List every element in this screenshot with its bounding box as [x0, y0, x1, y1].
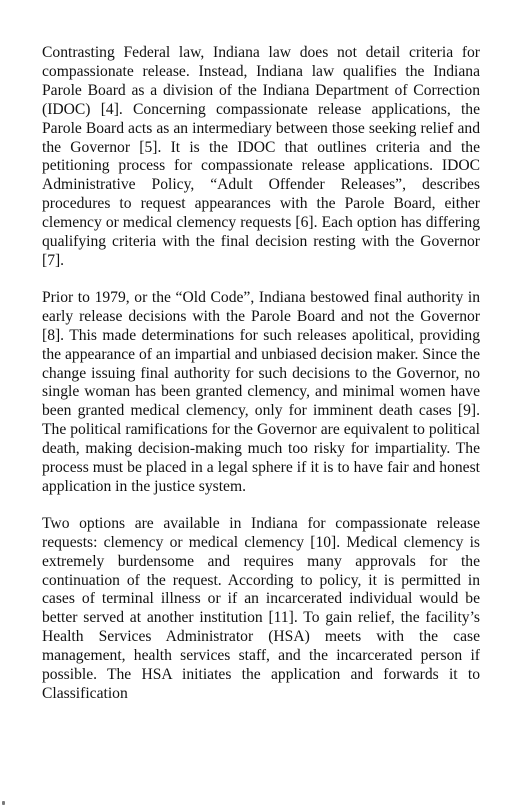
- paragraph-2: Prior to 1979, or the “Old Code”, Indiana bestowed final authority in early release decisions with the Parole Board and not the Governor [8]. This made determinations for such releases apolitical, providing the appearance of an impartial and unbiased decision maker. Since the change issuing final authority for such decisions to the Governor, no single woman has been granted clemency, and minimal women have been granted medical clemency, only for imminent death cases [9]. The political ramifications for the Governor are equivalent to political death, making decision-making much too risky for impartiality. The process must be placed in a legal sphere if it is to have fair and honest application in the justice system.: [42, 288, 480, 495]
- document-body: [42, 44, 480, 704]
- paragraph-1: Contrasting Federal law, Indiana law does not detail criteria for compassionate release. Instead, Indiana law qualifies the Indiana Parole Board as a division of the Indiana Department of Correction (IDOC) [4]. Concerning compassionate release applications, the Parole Board acts as an intermediary between those seeking relief and the Governor [5]. It is the IDOC that outlines criteria and the petitioning process for compassionate release applications. IDOC Administrative Policy, “Adult Offender Releases”, describes procedures to request appearances with the Parole Board, either clemency or medical clemency requests [6]. Each option has differing qualifying criteria with the final decision resting with the Governor [7].: [42, 44, 480, 269]
- corner-mark: [2, 801, 5, 805]
- paragraph-3: Two options are available in Indiana for compassionate release requests: clemency or medical clemency [10]. Medical clemency is extremely burdensome and requires many approvals for the continuation of the request. According to policy, it is permitted in cases of terminal illness or if an incarcerated individual would be better served at another institution [11]. To gain relief, the facility’s Health Services Administrator (HSA) meets with the case management, health services staff, and the incarcerated person if possible. The HSA initiates the application and forwards it to Classification: [42, 514, 480, 702]
